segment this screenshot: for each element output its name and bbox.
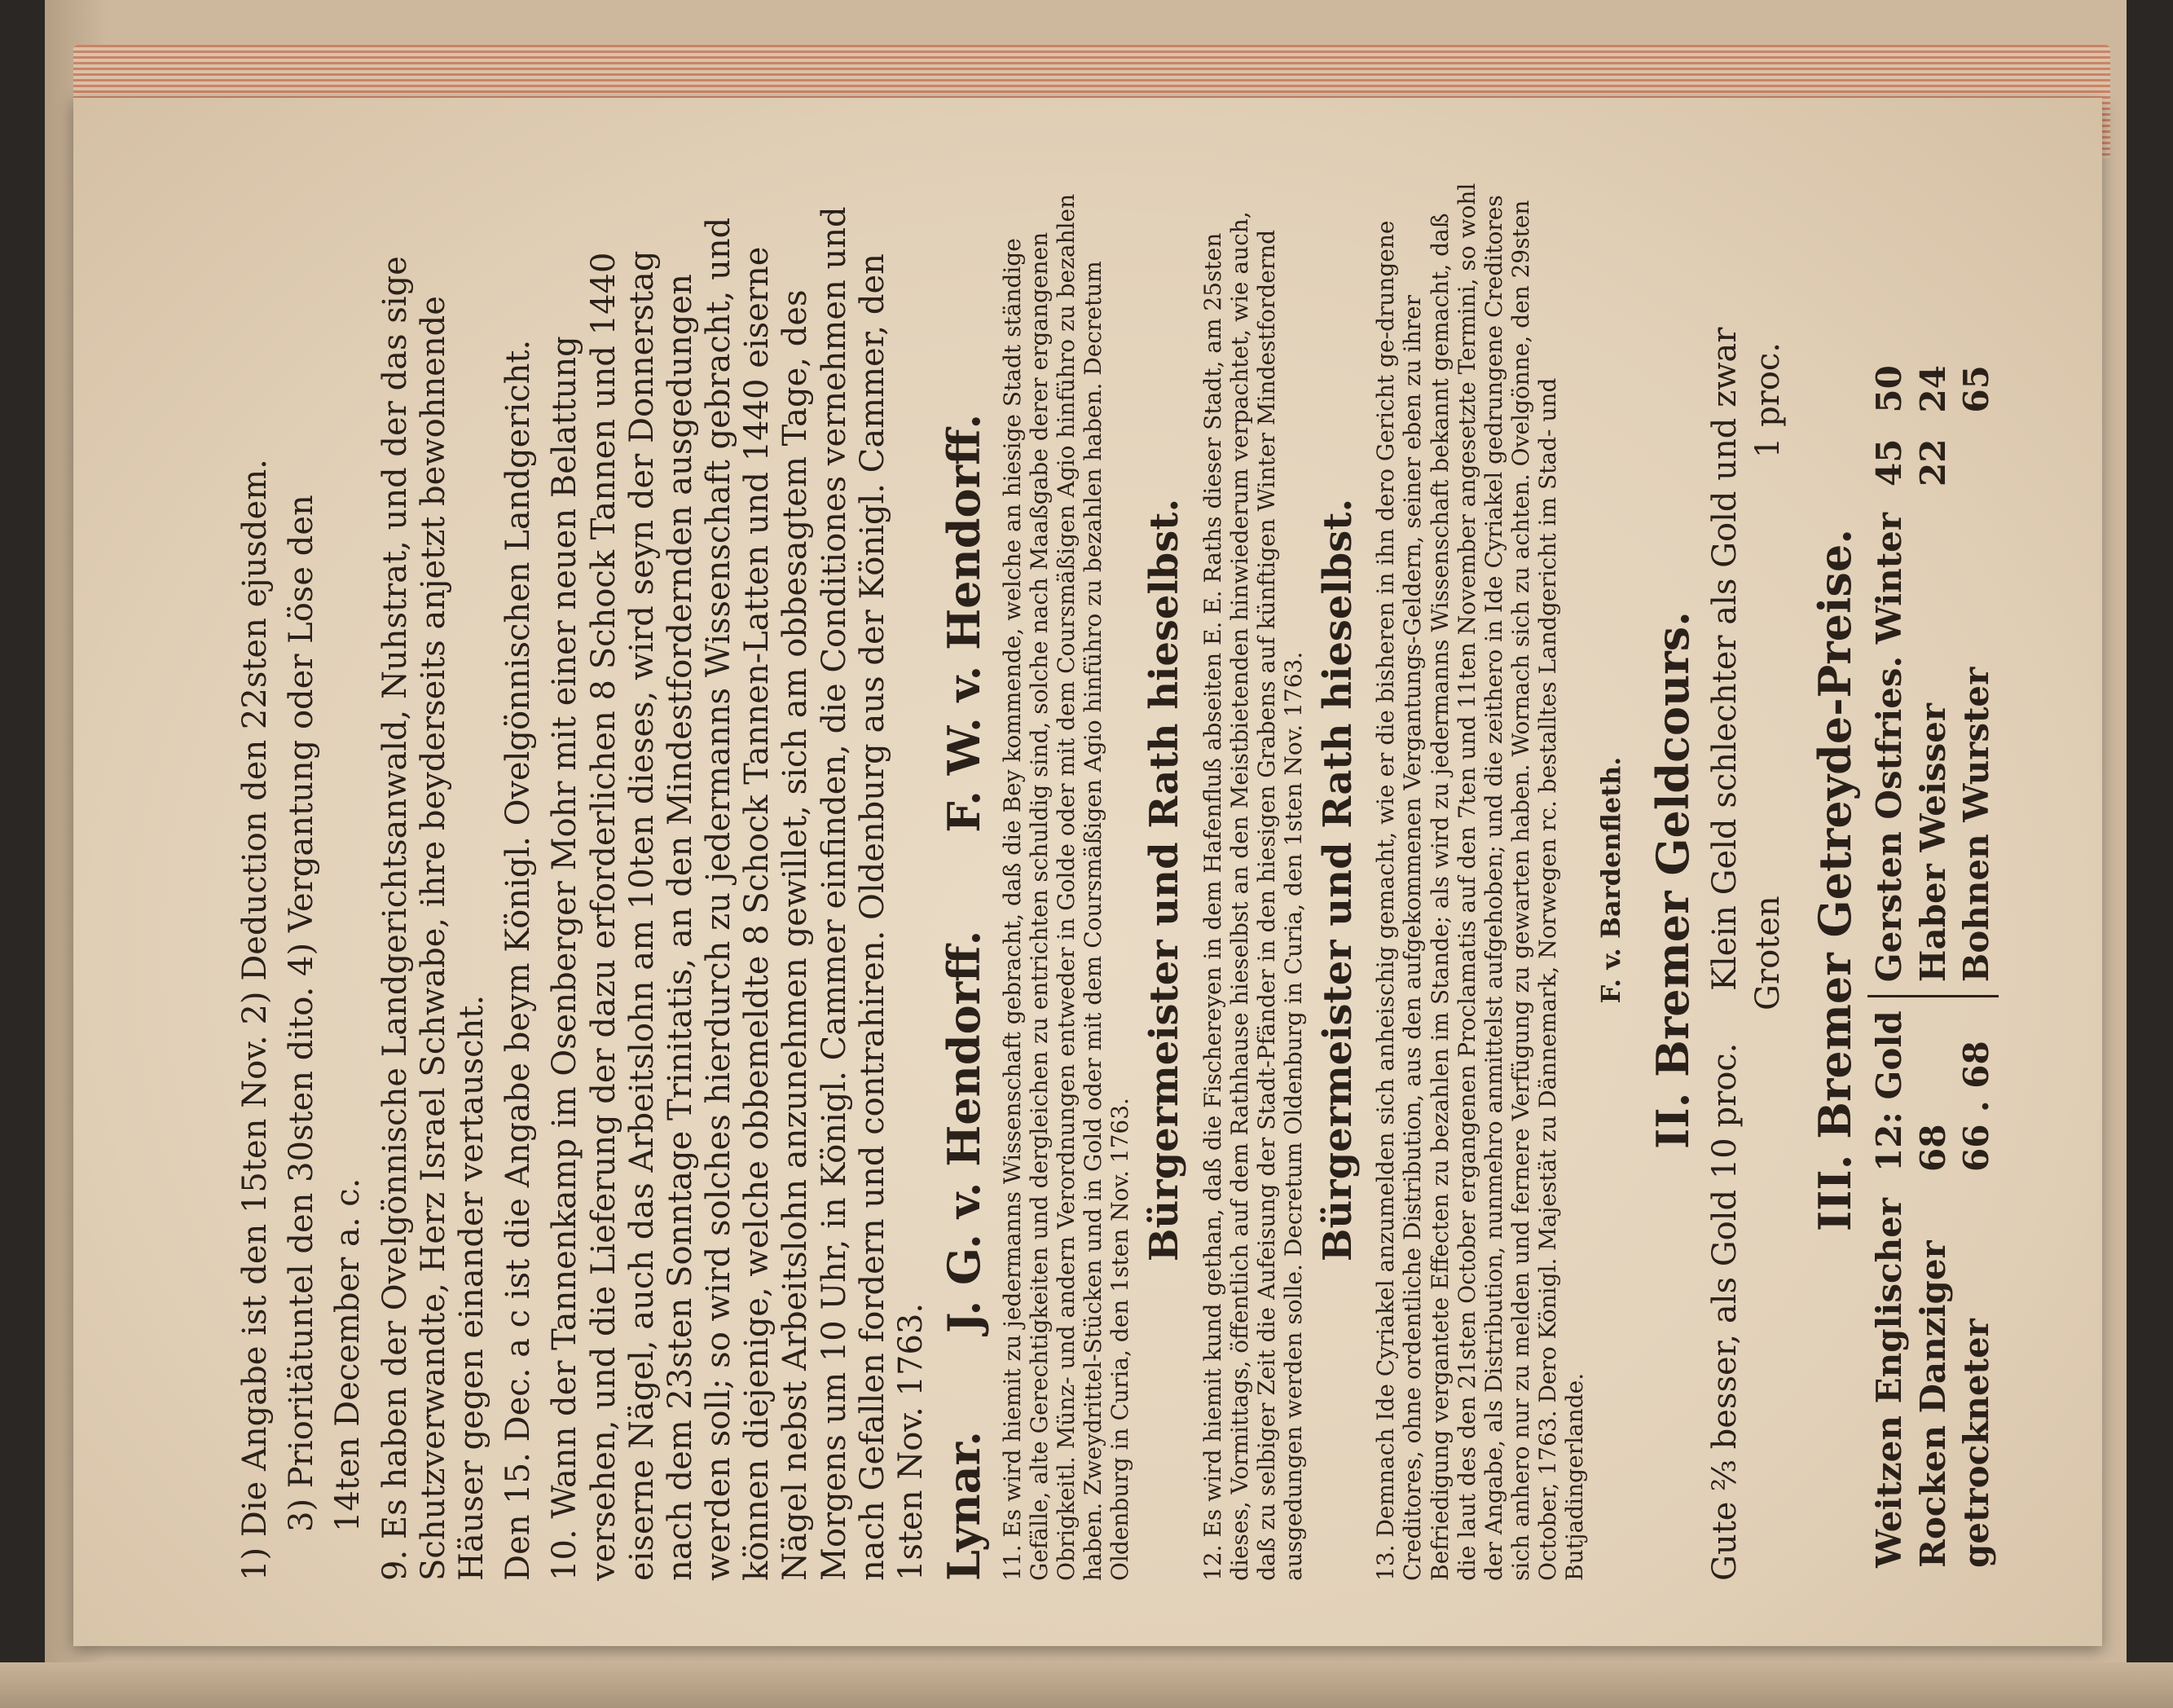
signature-lynar: Lynar. <box>938 1431 991 1581</box>
entry-10: 10. Wann der Tannenkamp im Osenberger Mohr mit einer neuen Belattung versehen, und die Lieferung der dazu erforderlichen 8 Schock Tannen und 1440 eiserne Nägel, auch das Arbeitslohn am 10ten dieses, wird seyn der Donnerstag nach dem 23sten Sonntage Trinitatis, an den Mindestfordernden ausgedungen werden soll; so wird solches hierdurch zu jedermanns Wissenschaft gebracht, und können diejenige, welche obbemeldte 8 Schock Tannen-Latten und 1440 eiserne Nägel nebst Arbeitslohn anzunehmen gewillet, sich am obbesagtem Tage, des Morgens um 10 Uhr, in Königl. Cammer einfinden, die Conditiones vernehmen und nach Gefallen fordern und contrahiren. Oldenburg aus der Königl. Cammer, den 1sten Nov. 1763. <box>546 206 930 1581</box>
signature-bardenfleth: F. v. Bardenfleth. <box>1595 756 1626 1004</box>
section-2-line-1 <box>1706 179 1744 1581</box>
entry-1-line-a: 1) Die Angabe ist den 15ten Nov. 2) Deduction den 22sten ejusdem. <box>236 459 274 1581</box>
section-2-line-2 <box>1749 179 1788 1581</box>
entry-1-line-c: 14ten December a. c. <box>329 1178 367 1532</box>
signature-council-1: Bürgermeister und Rath hieselbst. <box>1141 498 1188 1262</box>
entry-1-line-b: 3) Prioritätuntel den 30sten dito. 4) Vergantung oder Löse den <box>283 495 321 1532</box>
signature-fw-hendorff: F. W. v. Hendorff. <box>938 413 991 833</box>
entry-9: 9. Es haben der Ovelgönnische Landgerichtsanwald, Nuhstrat, und der das sige Schutzverwandte, Herz Israel Schwabe, ihre beyderseits anjetzt bewohnende Häuser gegen einander vertauscht. <box>376 256 490 1581</box>
signature-jg-hendorff: J. G. v. Hendorff. <box>938 930 991 1334</box>
grain-right-name: Haber Weisser <box>1911 500 1955 997</box>
entry-12: 12. Es wird hiemit kund gethan, daß die Fischereyen in dem Hafenfluß abseiten E. E. Raths dieser Stadt, am 25sten dieses, Vormittags, öffentlich auf dem Rathhause hieselbst an den Meistbietenden hinwiederum verpachtet, wie auch, daß zu selbiger Zeit die Aufeisung der Stadt-Pfänder in den hiesigen Grabens auf künftigen Winter Mindestfordernd ausgedungen werden solle. Decretum Oldenburg in Curia, den 1sten Nov. 1763. <box>1199 211 1307 1581</box>
groten-rate: 1 proc. <box>1749 342 1788 459</box>
grain-right-value-1 <box>1955 426 1999 500</box>
section-2-heading: II. Bremer Geldcours. <box>1647 611 1700 1149</box>
section-3-heading: III. Bremer Getreyde-Preise. <box>1808 528 1861 1232</box>
grain-left-name: Rocken Danziger <box>1912 1240 1953 1568</box>
grain-right-value-1: 45 <box>1869 438 1910 487</box>
grain-price-table <box>1867 352 1999 1581</box>
gold-premium-text: Gute ⅔ besser, als Gold 10 proc. <box>1706 1042 1744 1581</box>
grain-right-value-2: 65 <box>1956 365 1997 413</box>
grain-right-value-2: 24 <box>1912 365 1953 413</box>
grain-left-value: 12: Gold <box>1869 1010 1910 1173</box>
groten-label: Groten <box>1749 896 1788 1010</box>
entry-9-date: Den 15. Dec. a c ist die Angabe beym Königl. Ovelgönnischen Landgericht. <box>499 339 538 1581</box>
grain-right-value-1: 22 <box>1912 438 1953 487</box>
signatures-1 <box>939 179 991 1581</box>
table-row <box>1911 352 1955 1581</box>
entry-11: 11. Es wird hiemit zu jedermanns Wissenschaft gebracht, daß die Bey kommende, welche an hiesige Stadt ständige Gefälle, alte Gerechtigkeiten und dergleichen zu entrichten schuldig sind, solche nach Maaßgabe derer ergangenen Obrigkeitl. Münz- und andern Verordnungen entweder in Golde oder mit dem Coursmäßigen Agio hinführo zu bezahlen haben. Zweydrittel-Stücken und in Gold oder mit dem Coursmäßigen Agio hinführo zu bezahlen haben. Decretum Oldenburg in Curia, den 1sten Nov. 1763. <box>998 193 1134 1581</box>
grain-left-value: 68 <box>1912 1124 1953 1173</box>
entry-13: 13. Demnach Ide Cyriakel anzumelden sich anheischig gemacht, wie er die bisheren in ihn dero Gericht ge-drungene Creditores, ohne ordentliche Distribution, aus den aufgekommenen Vergantungs-Geldern, seiner eben zu ihrer Befriedigung vergantete Effecten zu bezahlen im Stande; als wird zu jedermanns Wissenschaft bekannt gemacht, daß die laut des den 21sten October ergangenen Proclamatis auf den 7ten und 11ten November angesetzte Termini, so wohl der Angabe, als Distribution, nunmehro anmittelst aufgehoben; und die zeithero in Ide Cyriakel gedrungene Creditores sich anhero nur zu melden und fernere Verfügung zu gewarten haben. Wornach sich zu achten. Ovelgönne, den 29sten October, 1763. Dero Königl. Majestät zu Dännemark, Norwegen rc. bestalltes Landgericht im Stad- und Butjadingerlande. <box>1372 183 1588 1581</box>
grain-left-value: 66 . 68 <box>1956 1041 1997 1173</box>
grain-left-name: Weitzen Englischer <box>1869 1198 1910 1568</box>
signature-council-2: Bürgermeister und Rath hieselbst. <box>1314 498 1361 1262</box>
grain-right-name: Bohnen Wurster <box>1955 500 1999 997</box>
small-money-text: Klein Geld schlechter als Gold und zwar <box>1706 327 1744 992</box>
book-gutter <box>0 1662 2173 1708</box>
grain-right-value-2: 50 <box>1869 365 1910 413</box>
table-row <box>1955 352 1999 1581</box>
table-row <box>1867 352 1911 1581</box>
grain-right-name: Gersten Ostfries. Winter <box>1867 500 1911 997</box>
rotated-text-block <box>220 147 2159 1613</box>
grain-left-name: getrockneter <box>1956 1318 1997 1568</box>
